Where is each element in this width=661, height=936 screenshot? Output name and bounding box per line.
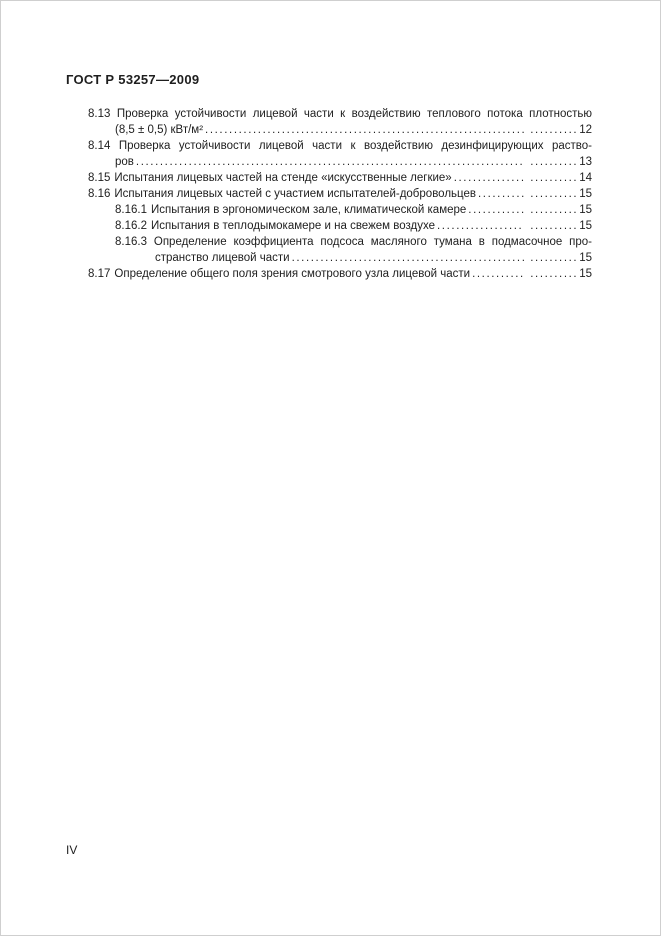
page-number: IV — [66, 843, 78, 857]
dot-leader — [437, 218, 524, 234]
toc-entry-line — [88, 186, 592, 202]
toc-entry-line — [115, 202, 592, 218]
doc-footer — [66, 843, 77, 857]
toc-entry-8-16-3 — [88, 234, 592, 266]
dot-leader-tail — [530, 266, 578, 282]
dot-leader-tail — [530, 154, 578, 170]
toc-entry-line — [115, 154, 592, 170]
toc-entry-line — [115, 234, 592, 250]
toc-entry-title: Испытания в теплодымокамере и на свежем воздухе — [150, 220, 436, 232]
toc-entry-line — [115, 218, 592, 234]
dot-leader — [468, 202, 524, 218]
toc-entry-title: Определение общего поля зрения смотрового узла лицевой части — [114, 268, 471, 280]
dot-leader-tail — [530, 218, 578, 234]
toc-entry-title-continued: (8,5 ± 0,5) кВт/м² — [115, 124, 204, 136]
toc-entry-title-continued: странство лицевой части — [155, 252, 290, 264]
toc-entry-8-16 — [88, 186, 592, 202]
dot-leader — [292, 250, 525, 266]
toc-entry-8-15 — [88, 170, 592, 186]
toc-page-ref: 14 — [579, 172, 592, 184]
toc-entry-number: 8.16 — [88, 188, 111, 200]
toc-entry-line — [155, 250, 592, 266]
toc-entry-line — [115, 122, 592, 138]
toc-entry-number: 8.16.2 — [115, 220, 147, 232]
toc-page-ref: 12 — [579, 124, 592, 136]
toc-entry-title: Проверка устойчивости лицевой части к воздействию теплового потока плотностью — [116, 108, 592, 120]
table-of-contents — [88, 106, 592, 282]
toc-entry-number: 8.16.1 — [115, 204, 147, 216]
toc-entry-title: Испытания в эргономическом зале, климатической камере — [150, 204, 467, 216]
toc-entry-title-continued: ров — [115, 156, 134, 168]
toc-page-ref: 13 — [579, 156, 592, 168]
dot-leader — [205, 122, 524, 138]
toc-entry-number: 8.14 — [88, 140, 111, 152]
toc-page-ref: 15 — [579, 204, 592, 216]
toc-entry-number: 8.17 — [88, 268, 111, 280]
dot-leader — [472, 266, 524, 282]
toc-entry-number: 8.15 — [88, 172, 111, 184]
dot-leader-tail — [530, 186, 578, 202]
dot-leader — [454, 170, 525, 186]
toc-page-ref: 15 — [579, 268, 592, 280]
dot-leader-tail — [530, 202, 578, 218]
toc-entry-number: 8.16.3 — [115, 236, 147, 248]
toc-entry-number: 8.13 — [88, 108, 111, 120]
toc-entry-8-16-2 — [88, 218, 592, 234]
toc-entry-title: Испытания лицевых частей с участием испытателей-добровольцев — [114, 188, 476, 200]
toc-page-ref: 15 — [579, 252, 592, 264]
toc-entry-line — [88, 266, 592, 282]
toc-entry-title: Проверка устойчивости лицевой части к воздействию дезинфицирующих раство- — [118, 140, 592, 152]
dot-leader — [136, 154, 524, 170]
toc-entry-8-13 — [88, 106, 592, 138]
toc-entry-8-14 — [88, 138, 592, 170]
toc-entry-8-16-1 — [88, 202, 592, 218]
dot-leader-tail — [530, 122, 578, 138]
toc-entry-title: Определение коэффициента подсоса масляного тумана в подмасочное про- — [153, 236, 592, 248]
doc-number: ГОСТ Р 53257—2009 — [66, 72, 200, 87]
toc-entry-8-17 — [88, 266, 592, 282]
toc-entry-line — [88, 106, 592, 122]
doc-header — [66, 72, 199, 87]
dot-leader-tail — [530, 250, 578, 266]
toc-entry-line — [88, 170, 592, 186]
dot-leader-tail — [530, 170, 578, 186]
toc-page-ref: 15 — [579, 188, 592, 200]
toc-entry-title: Испытания лицевых частей на стенде «искусственные легкие» — [114, 172, 452, 184]
toc-entry-line — [88, 138, 592, 154]
dot-leader — [478, 186, 524, 202]
toc-page-ref: 15 — [579, 220, 592, 232]
